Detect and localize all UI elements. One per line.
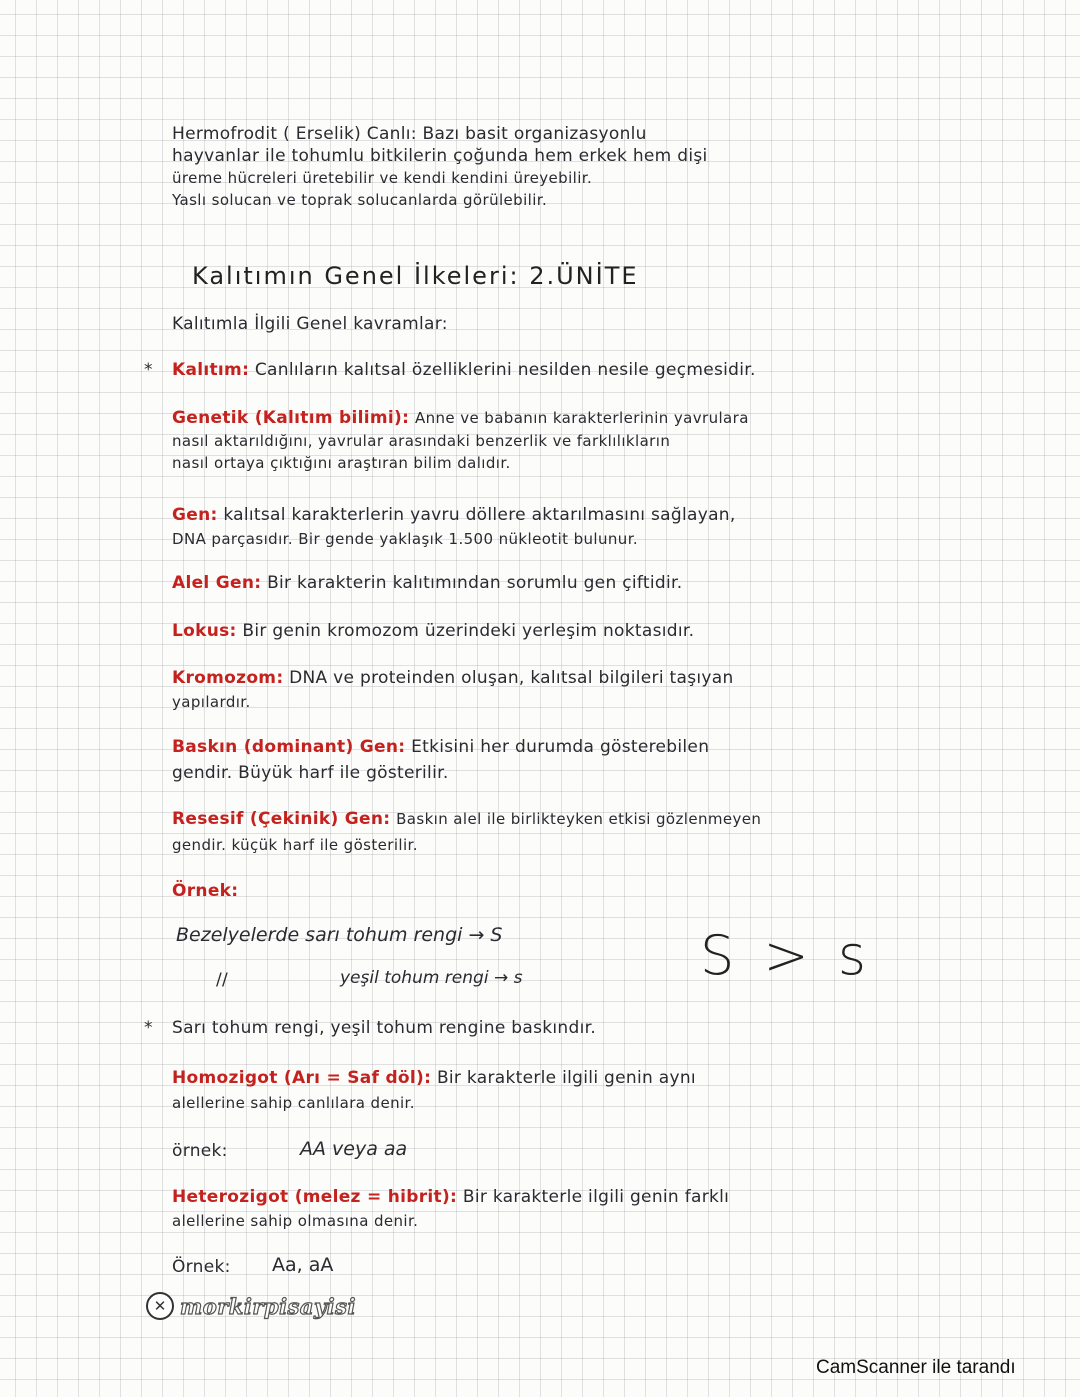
ornek-value-2: AA veya aa [300, 1138, 408, 1160]
homozigot-term: Homozigot (Arı = Saf döl): [172, 1068, 432, 1088]
kromozom-line-1 [172, 668, 734, 688]
genetik-term: Genetik (Kalıtım bilimi): [172, 408, 410, 428]
watermark-logo [146, 1292, 356, 1320]
intro-line-1: Hermofrodit ( Erselik) Canlı: Bazı basit organizasyonlu [172, 124, 647, 144]
gen-term: Gen: [172, 505, 218, 525]
bullet-star: * [144, 360, 153, 380]
ornek-value-3: Aa, aA [272, 1254, 334, 1276]
heterozigot-line-1 [172, 1187, 729, 1207]
baskin-line-1 [172, 737, 709, 757]
baskin-line-2: gendir. Büyük harf ile gösterilir. [172, 763, 449, 783]
kalitim-text: Canlıların kalıtsal özelliklerini nesilden nesile geçmesidir. [254, 360, 756, 380]
intro-line-2: hayvanlar ile tohumlu bitkilerin çoğunda hem erkek hem dişi [172, 146, 708, 166]
ornek-label-1: Örnek: [172, 881, 239, 901]
resesif-term: Resesif (Çekinik) Gen: [172, 809, 391, 829]
kromozom-text-1: DNA ve proteinden oluşan, kalıtsal bilgileri taşıyan [289, 668, 734, 688]
star-bullet: * [144, 1018, 153, 1038]
bezelye-line-2: yeşil tohum rengi → s [340, 968, 523, 988]
lokus-definition [172, 621, 694, 641]
intro-line-3: üreme hücreleri üretebilir ve kendi kendini üreyebilir. [172, 169, 593, 187]
gen-text-1: kalıtsal karakterlerin yavru döllere aktarılmasını sağlayan, [223, 505, 736, 525]
heterozigot-term: Heterozigot (melez = hibrit): [172, 1187, 458, 1207]
kalitim-term: Kalıtım: [172, 360, 250, 380]
resesif-text-1: Baskın alel ile birlikteyken etkisi gözlenmeyen [396, 810, 762, 828]
genetik-line-2: nasıl aktarıldığını, yavrular arasındaki benzerlik ve farklılıkların [172, 432, 671, 450]
gen-line-1 [172, 505, 736, 525]
heterozigot-line-2: alellerine sahip olmasına denir. [172, 1212, 419, 1230]
homozigot-text-1: Bir karakterle ilgili genin aynı [436, 1068, 696, 1088]
ornek-label-3: Örnek: [172, 1257, 231, 1277]
alel-term: Alel Gen: [172, 573, 262, 593]
sari-baskin-text: Sarı tohum rengi, yeşil tohum rengine baskındır. [172, 1018, 597, 1038]
hedgehog-icon: ✕ [146, 1292, 174, 1320]
genetik-text-1: Anne ve babanın karakterlerinin yavrulara [414, 409, 749, 427]
alel-definition [172, 573, 682, 593]
homozigot-line-2: alellerine sahip canlılara denir. [172, 1094, 415, 1112]
watermark-text: morkirpisayisi [180, 1293, 356, 1319]
scanner-footer: CamScanner ile tarandı [816, 1357, 1016, 1378]
resesif-line-2: gendir. küçük harf ile gösterilir. [172, 836, 418, 854]
lokus-text: Bir genin kromozom üzerindeki yerleşim noktasıdır. [242, 621, 695, 641]
subtitle: Kalıtımla İlgili Genel kavramlar: [172, 314, 448, 334]
gen-line-2: DNA parçasıdır. Bir gende yaklaşık 1.500 nükleotit bulunur. [172, 530, 639, 548]
kromozom-line-2: yapılardır. [172, 693, 251, 711]
genetik-line-1 [172, 408, 749, 428]
resesif-line-1 [172, 809, 761, 829]
lokus-term: Lokus: [172, 621, 237, 641]
page-title: Kalıtımın Genel İlkeleri: 2.ÜNİTE [192, 262, 639, 290]
genetik-line-3: nasıl ortaya çıktığını araştıran bilim dalıdır. [172, 454, 511, 472]
bezelye-line-1: Bezelyelerde sarı tohum rengi → S [176, 924, 503, 946]
alel-text: Bir karakterin kalıtımından sorumlu gen çiftidir. [267, 573, 683, 593]
dominance-relation: S > s [700, 924, 872, 987]
homozigot-line-1 [172, 1068, 696, 1088]
kalitim-definition [172, 360, 756, 380]
intro-line-4: Yaslı solucan ve toprak solucanlarda görülebilir. [172, 191, 548, 209]
ditto-mark: // [216, 970, 229, 990]
baskin-term: Baskın (dominant) Gen: [172, 737, 406, 757]
kromozom-term: Kromozom: [172, 668, 284, 688]
heterozigot-text-1: Bir karakterle ilgili genin farklı [462, 1187, 730, 1207]
ornek-label-2: örnek: [172, 1141, 228, 1161]
baskin-text-1: Etkisini her durumda gösterebilen [411, 737, 710, 757]
